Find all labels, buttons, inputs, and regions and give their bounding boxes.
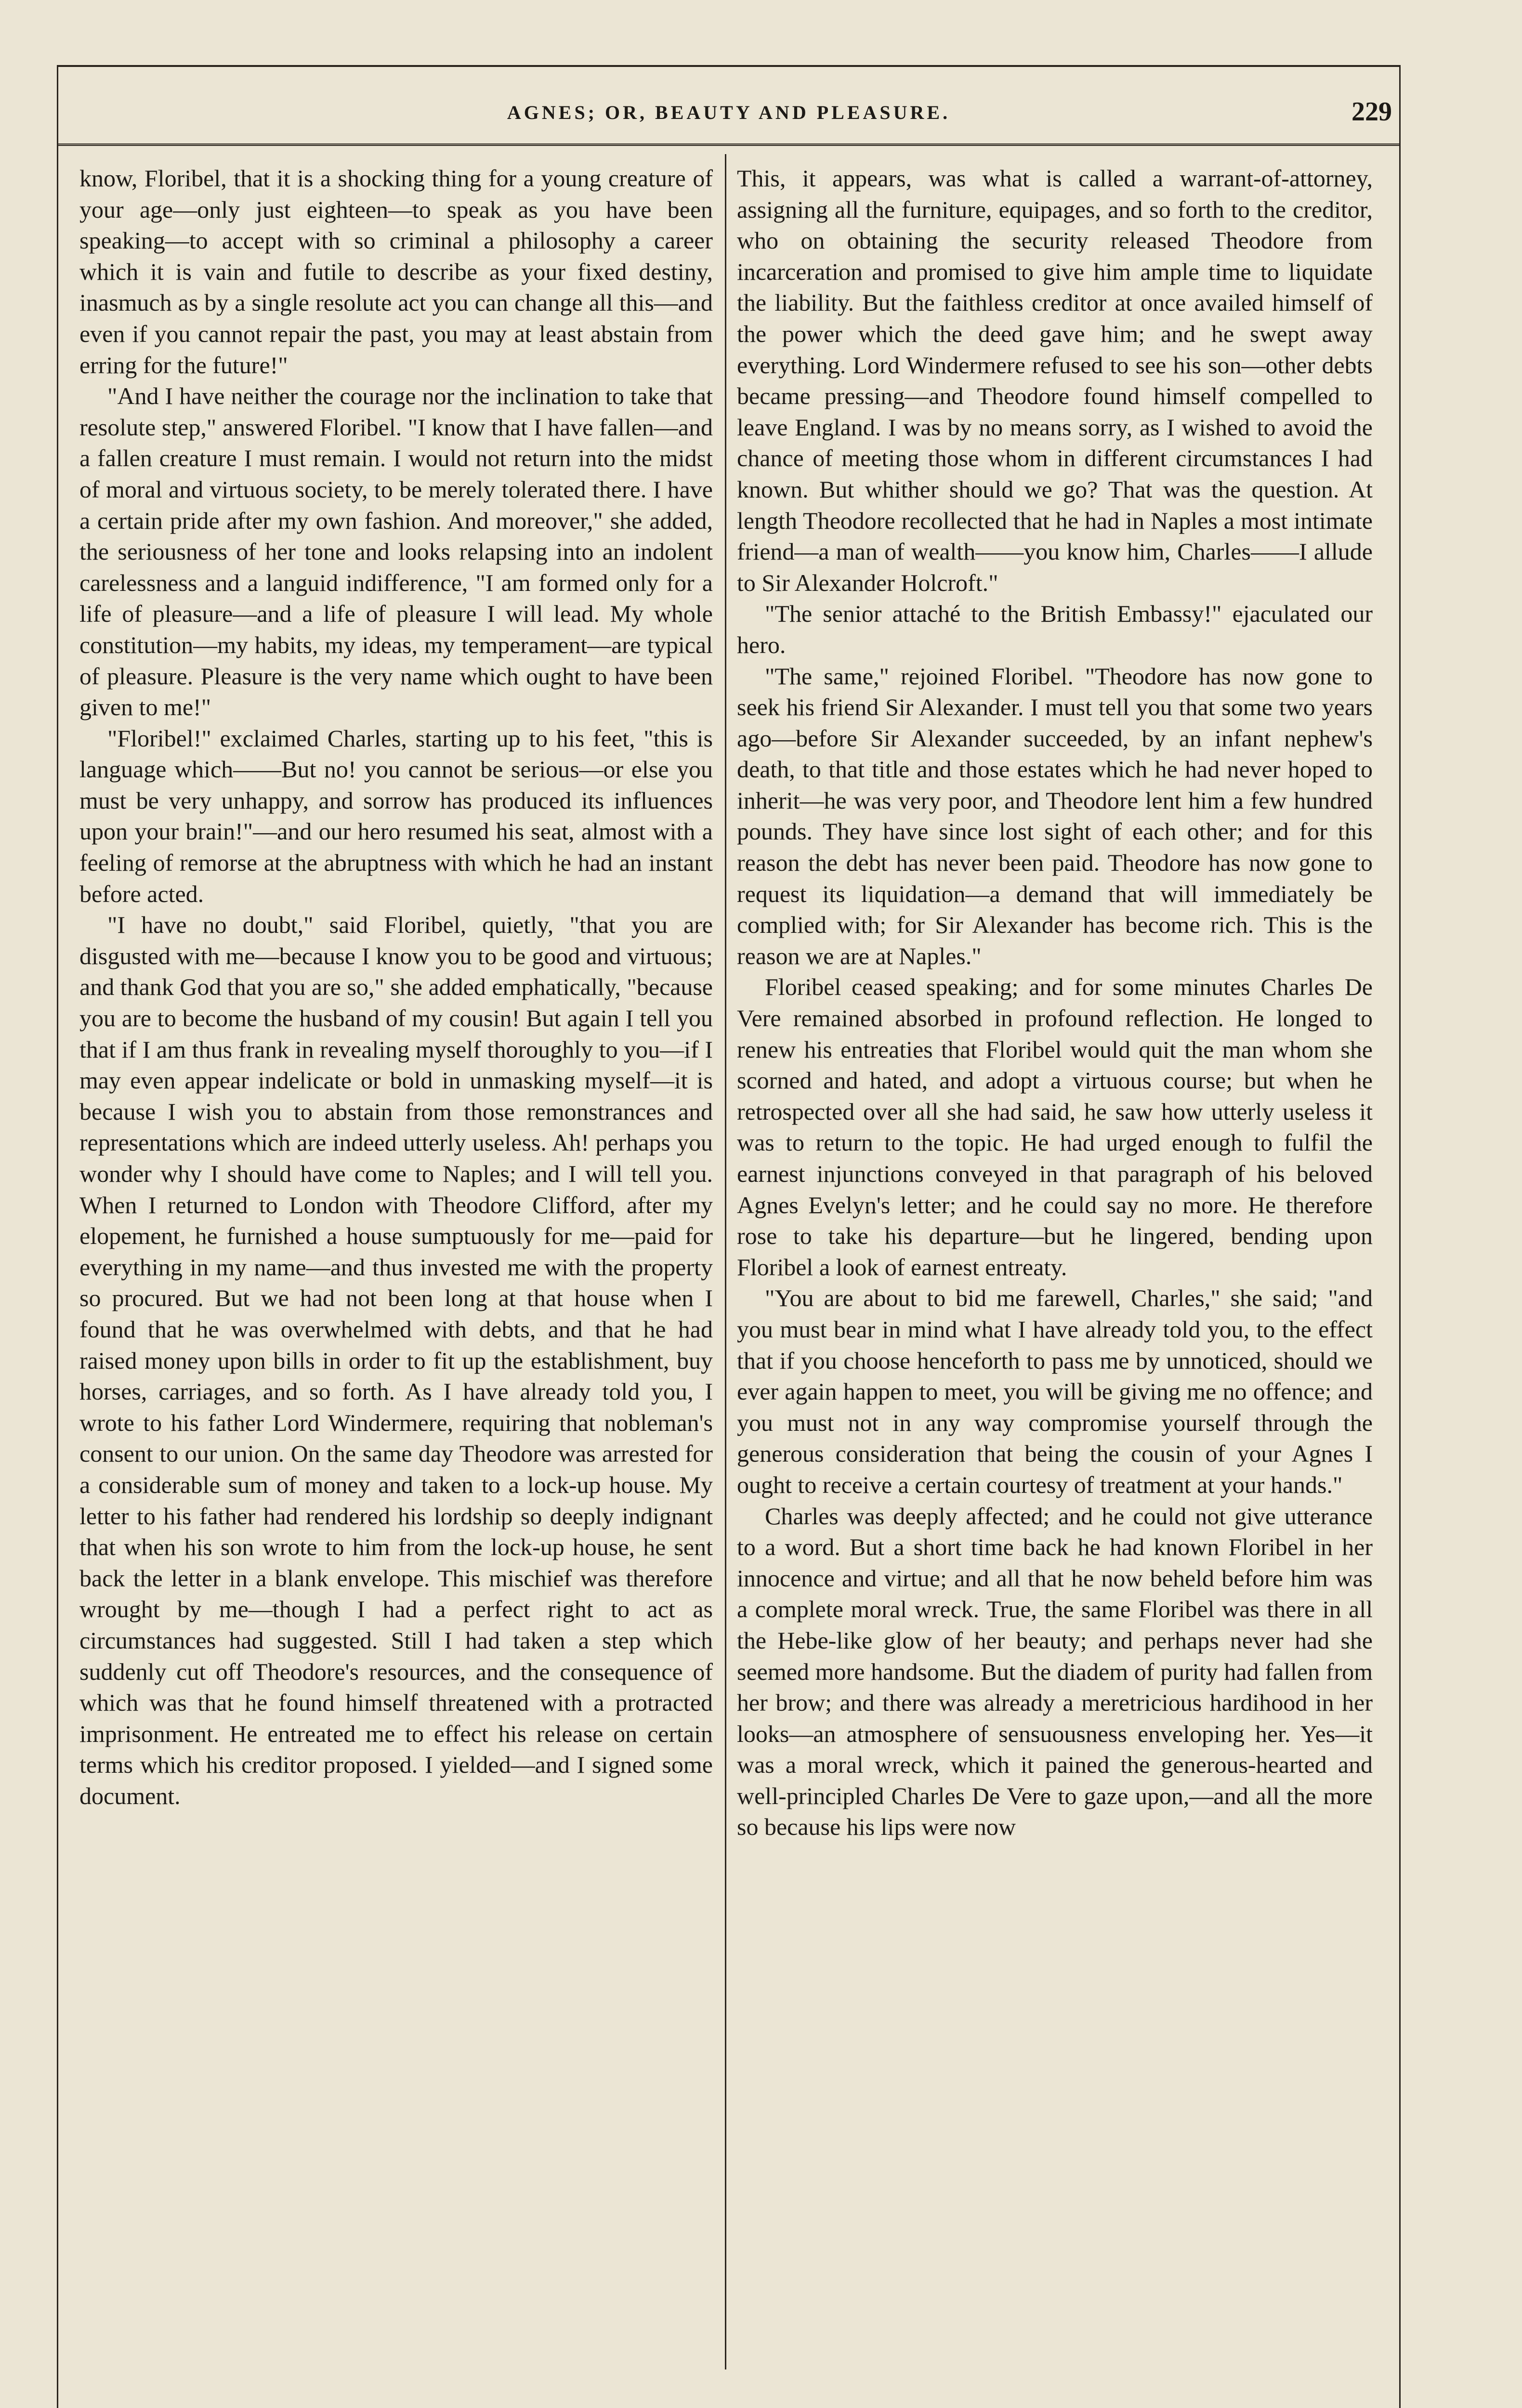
left-border-rule bbox=[57, 65, 58, 2408]
page-number: 229 bbox=[1351, 97, 1392, 127]
paragraph: "Floribel!" exclaimed Charles, starting up to his feet, "this is language which——But no! you cannot be serious—or else you must be very unhappy, and sorrow has produced its influences upon your brain!"—and our hero resumed his seat, almost with a feeling of remorse at the abruptness with which he had an instant before acted. bbox=[79, 724, 713, 907]
right-border-rule bbox=[1399, 65, 1401, 2408]
left-column bbox=[79, 163, 713, 2378]
paragraph: Floribel ceased speaking; and for some minutes Charles De Vere remained absorbed in profound reflection. He longed to renew his entreaties that Floribel would quit the man whom she scorned and hated, and adopt a virtuous course; but when he retrospected over all she had said, he saw how utterly useless it was to return to the topic. He had urged enough to fulfil the earnest injunctions conveyed in that paragraph of his beloved Agnes Evelyn's letter; and he could say no more. He therefore rose to take his departure—but he lingered, bending upon Floribel a look of earnest entreaty. bbox=[737, 973, 1373, 1281]
right-column bbox=[737, 163, 1373, 2378]
paragraph: Charles was deeply affected; and he could not give utterance to a word. But a short time back he had known Floribel in her innocence and virtue; and all that he now beheld before him was a complete moral wreck. True, the same Floribel was there in all the Hebe-like glow of her beauty; and perhaps never had she seemed more handsome. But the diadem of purity had fallen from her brow; and there was already a meretricious hardihood in her looks—an atmosphere of sensuousness enveloping her. Yes—it was a moral wreck, which it pained the generous-hearted and well-principled Charles De Vere to gaze upon,—and all the more so because his lips were now bbox=[737, 1502, 1373, 1841]
paragraph: "I have no doubt," said Floribel, quietly, "that you are disgusted with me—because I know you to be good and virtuous; and thank God that you are so," she added emphatically, "because you are to become the husband of my cousin! But again I tell you that if I am thus frank in revealing myself thoroughly to you—if I may even appear indelicate or bold in unmasking myself—it is because I wish you to abstain from those remonstrances and representations which are indeed utterly useless. Ah! perhaps you wonder why I should have come to Naples; and I will tell you. When I returned to London with Theodore Clifford, after my elopement, he furnished a house sumptuously for me—paid for everything in my name—and thus invested me with the property so procured. But we had not been long at that house when I found that he was overwhelmed with debts, and that he had raised money upon bills in order to fit up the establishment, buy horses, carriages, and so forth. As I have already told you, I wrote to his father Lord Windermere, requiring that nobleman's consent to our union. On the same day Theodore was arrested for a considerable sum of money and taken to a lock-up house. My letter to his father had rendered his lordship so deeply indignant that when his son wrote to him from the lock-up house, he sent back the letter in a blank envelope. This mischief was therefore wrought by me—though I had a perfect right to act as circumstances had suggested. Still I had taken a step which suddenly cut off Theodore's resources, and the consequence of which was that he found himself threatened with a protracted imprisonment. He entreated me to effect his release on certain terms which his creditor proposed. I yielded—and I signed some document. bbox=[79, 911, 713, 1809]
paragraph: "You are about to bid me farewell, Charles," she said; "and you must bear in mind what I have already told you, to the effect that if you choose henceforth to pass me by unnoticed, should we ever again happen to meet, you will be giving me no offence; and you must not in any way compromise yourself through the generous consideration that being the cousin of your Agnes I ought to receive a certain courtesy of treatment at your hands." bbox=[737, 1284, 1373, 1498]
top-rule bbox=[57, 65, 1401, 67]
header-rule bbox=[57, 144, 1401, 146]
running-title: AGNES; OR, BEAUTY AND PLEASURE. bbox=[507, 102, 951, 123]
paragraph: "The same," rejoined Floribel. "Theodore has now gone to seek his friend Sir Alexander. I must tell you that some two years ago—before Sir Alexander succeeded, by an infant nephew's death, to that title and those estates which he had never hoped to inherit—he was very poor, and Theodore lent him a few hundred pounds. They have since lost sight of each other; and for this reason the debt has never been paid. Theodore has now gone to request its liquidation—a demand that will immediately be complied with; for Sir Alexander has become rich. This is the reason we are at Naples." bbox=[737, 662, 1373, 969]
paragraph: "And I have neither the courage nor the inclination to take that resolute step," answered Floribel. "I know that I have fallen—and a fallen creature I must remain. I would not return into the midst of moral and virtuous society, to be merely tolerated there. I have a certain pride after my own fashion. And moreover," she added, the seriousness of her tone and looks relapsing into an indolent carelessness and a languid indifference, "I am formed only for a life of pleasure—and a life of pleasure I will lead. My whole constitution—my habits, my ideas, my temperament—are typical of pleasure. Pleasure is the very name which ought to have been given to me!" bbox=[79, 382, 713, 721]
paragraph: know, Floribel, that it is a shocking thing for a young creature of your age—only just eighteen—to speak as you have been speaking—to accept with so criminal a philosophy a career which it is vain and futile to describe as your fixed destiny, inasmuch as by a single resolute act you can change all this—and even if you cannot repair the past, you may at least abstain from erring for the future!" bbox=[79, 165, 713, 379]
paragraph: "The senior attaché to the British Embassy!" ejaculated our hero. bbox=[737, 600, 1373, 658]
paragraph: This, it appears, was what is called a warrant-of-attorney, assigning all the furniture, equipages, and so forth to the creditor, who on obtaining the security released Theodore from incarceration and promised to give him ample time to liquidate the liability. But the faithless creditor at once availed himself of the power which the deed gave him; and he swept away everything. Lord Windermere refused to see his son—other debts became pressing—and Theodore found himself compelled to leave England. I was by no means sorry, as I wished to avoid the chance of meeting those whom in different circumstances I had known. But whither should we go? That was the question. At length Theodore recollected that he had in Naples a most intimate friend—a man of wealth——you know him, Charles——I allude to Sir Alexander Holcroft." bbox=[737, 165, 1373, 596]
column-divider bbox=[725, 154, 726, 2369]
